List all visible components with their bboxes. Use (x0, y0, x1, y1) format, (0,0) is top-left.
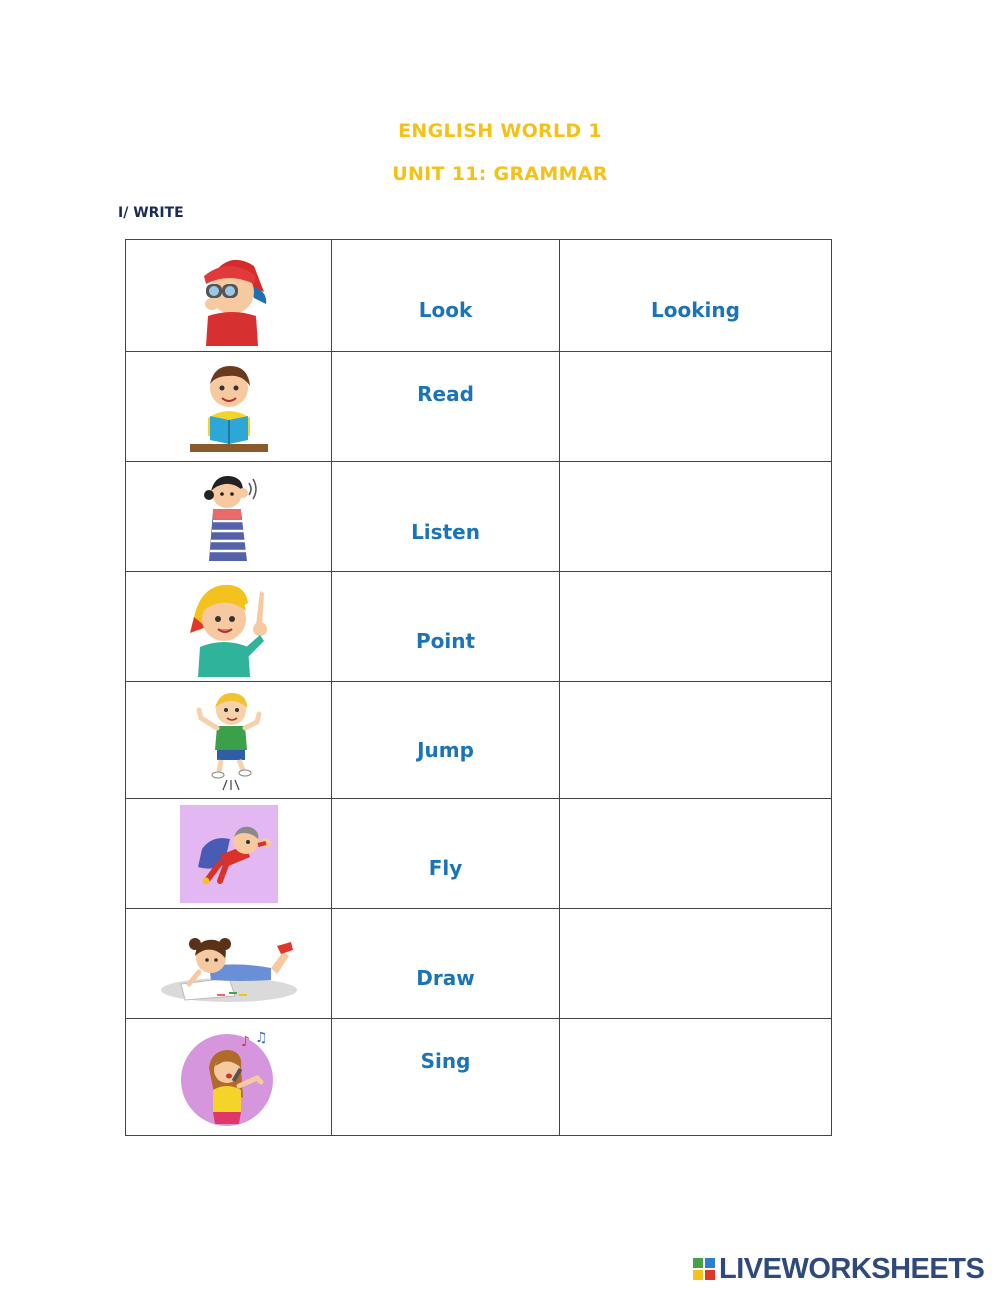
word-cell (332, 462, 560, 572)
answer-field[interactable] (560, 682, 832, 799)
word-cell (332, 909, 560, 1019)
answer-field[interactable] (560, 909, 832, 1019)
picture-cell (126, 1019, 332, 1136)
word-fly: Fly (428, 855, 463, 880)
answer-field[interactable] (560, 462, 832, 572)
live-badge-icon (693, 1258, 715, 1280)
word-cell (332, 240, 560, 352)
girl-singing-image (179, 1028, 279, 1126)
word-cell (332, 1019, 560, 1136)
answer-text: Looking (651, 297, 740, 322)
table-row (126, 909, 832, 1019)
table-row (126, 462, 832, 572)
picture-cell (126, 462, 332, 572)
answer-field[interactable] (560, 799, 832, 909)
table-row (126, 240, 832, 352)
worksheet-subtitle: UNIT 11: GRAMMAR (392, 163, 608, 185)
word-cell (332, 572, 560, 682)
answer-field[interactable] (560, 572, 832, 682)
word-cell (332, 682, 560, 799)
answer-field[interactable] (560, 352, 832, 462)
word-read: Read (417, 382, 474, 406)
table-row (126, 682, 832, 799)
word-jump: Jump (417, 738, 474, 762)
exercise-table (125, 239, 832, 1136)
boy-with-binoculars-image (184, 246, 274, 346)
boy-flying-image (180, 805, 278, 903)
word-cell (332, 799, 560, 909)
boy-jumping-image (189, 688, 269, 792)
boy-reading-book-image (184, 358, 274, 456)
word-cell (332, 352, 560, 462)
table-row (126, 799, 832, 909)
table-row (126, 1019, 832, 1136)
liveworksheets-logo (693, 1253, 984, 1285)
table-row (126, 352, 832, 462)
word-listen: Listen (411, 519, 480, 544)
word-sing: Sing (420, 1049, 471, 1073)
picture-cell (126, 682, 332, 799)
logo-text: LIVEWORKSHEETS (719, 1252, 985, 1285)
girl-drawing-image (159, 922, 299, 1006)
word-draw: Draw (416, 965, 475, 990)
svg-text:♫: ♫ (254, 1030, 268, 1046)
word-look: Look (418, 297, 473, 322)
boy-pointing-image (184, 577, 274, 677)
picture-cell (126, 909, 332, 1019)
section-heading: I/ WRITE (118, 205, 184, 221)
picture-cell (126, 572, 332, 682)
answer-field[interactable] (560, 240, 832, 352)
svg-text:♪: ♪ (240, 1034, 250, 1050)
answer-field[interactable] (560, 1019, 832, 1136)
girl-listening-image (189, 469, 269, 565)
picture-cell (126, 352, 332, 462)
picture-cell (126, 799, 332, 909)
word-point: Point (415, 628, 476, 653)
table-row (126, 572, 832, 682)
picture-cell (126, 240, 332, 352)
worksheet-title: ENGLISH WORLD 1 (398, 120, 602, 142)
